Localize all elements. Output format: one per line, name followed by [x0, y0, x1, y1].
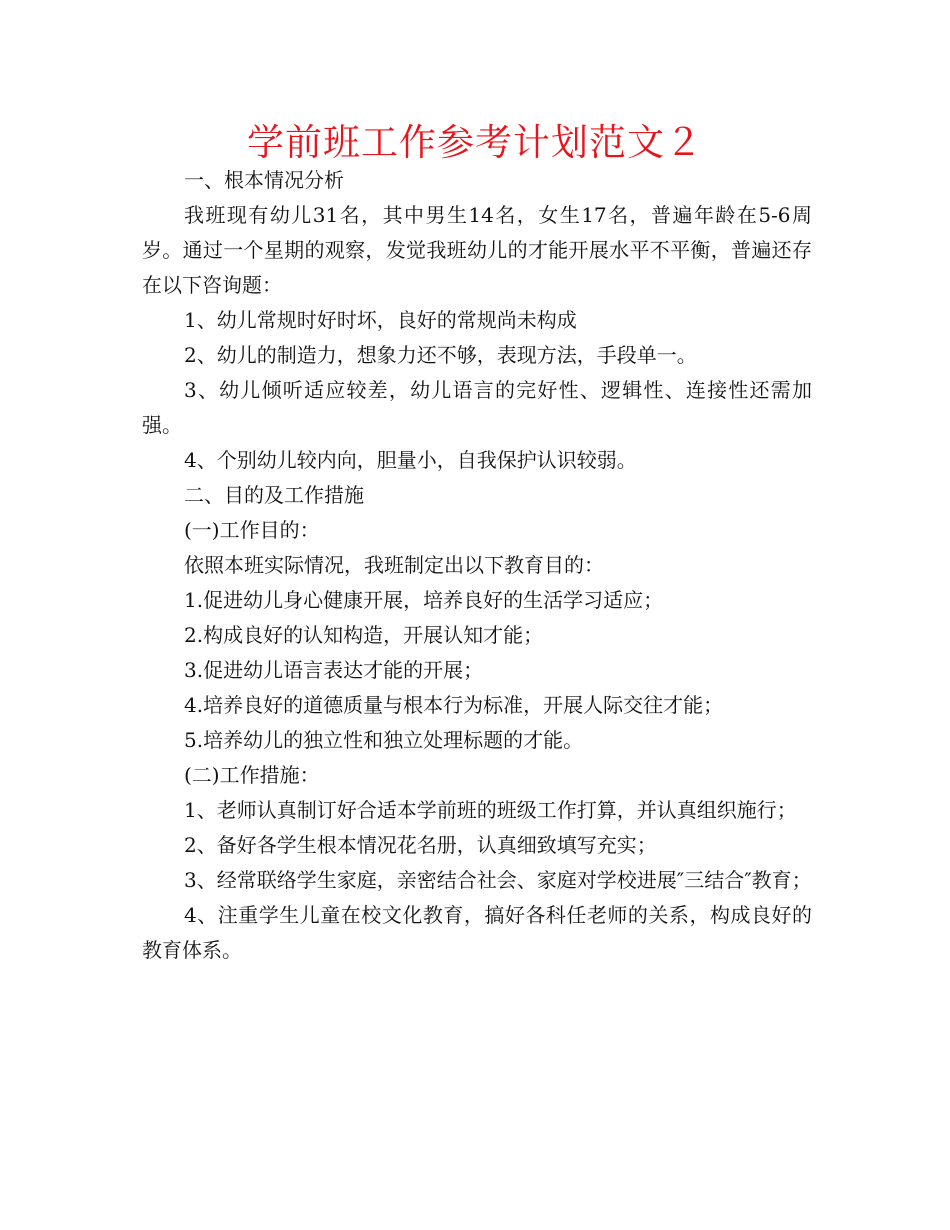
- paragraph: 4、注重学生儿童在校文化教育，搞好各科任老师的关系，构成良好的教育体系。: [142, 903, 812, 962]
- paragraph: 2、幼儿的制造力，想象力还不够，表现方法，手段单一。: [184, 343, 697, 367]
- paragraph: 一、根本情况分析: [184, 168, 344, 192]
- document-title: 学前班工作参考计划范文２: [247, 121, 703, 164]
- paragraph: 4、个别幼儿较内向，胆量小，自我保护认识较弱。: [184, 448, 637, 472]
- paragraph: (二)工作措施：: [184, 763, 320, 787]
- paragraph: 依照本班实际情况，我班制定出以下教育目的：: [184, 553, 604, 577]
- paragraph: 3.促进幼儿语言表达才能的开展；: [184, 658, 484, 682]
- paragraph: 3、幼儿倾听适应较差，幼儿语言的完好性、逻辑性、连接性还需加强。: [142, 378, 812, 437]
- paragraph: 1、幼儿常规时好时坏，良好的常规尚未构成: [184, 308, 577, 332]
- paragraph: 1、老师认真制订好合适本学前班的班级工作打算，并认真组织施行；: [184, 798, 797, 822]
- paragraph: 二、目的及工作措施: [184, 483, 364, 507]
- paragraph: 1.促进幼儿身心健康开展，培养良好的生活学习适应；: [184, 588, 664, 612]
- paragraph: 5.培养幼儿的独立性和独立处理标题的才能。: [184, 728, 584, 752]
- paragraph: 我班现有幼儿31名，其中男生14名，女生17名，普遍年龄在5-6周岁。通过一个星期的观察，发觉我班幼儿的才能开展水平不平衡，普遍还存在以下咨询题：: [142, 203, 812, 297]
- paragraph: 3、经常联络学生家庭，亲密结合社会、家庭对学校进展″三结合″教育；: [184, 868, 812, 892]
- paragraph: 4.培养良好的道德质量与根本行为标准，开展人际交往才能；: [184, 693, 724, 717]
- document-body: [142, 163, 812, 968]
- paragraph: 2、备好各学生根本情况花名册，认真细致填写充实；: [184, 833, 657, 857]
- paragraph: (一)工作目的：: [184, 518, 320, 542]
- paragraph: 2.构成良好的认知构造，开展认知才能；: [184, 623, 544, 647]
